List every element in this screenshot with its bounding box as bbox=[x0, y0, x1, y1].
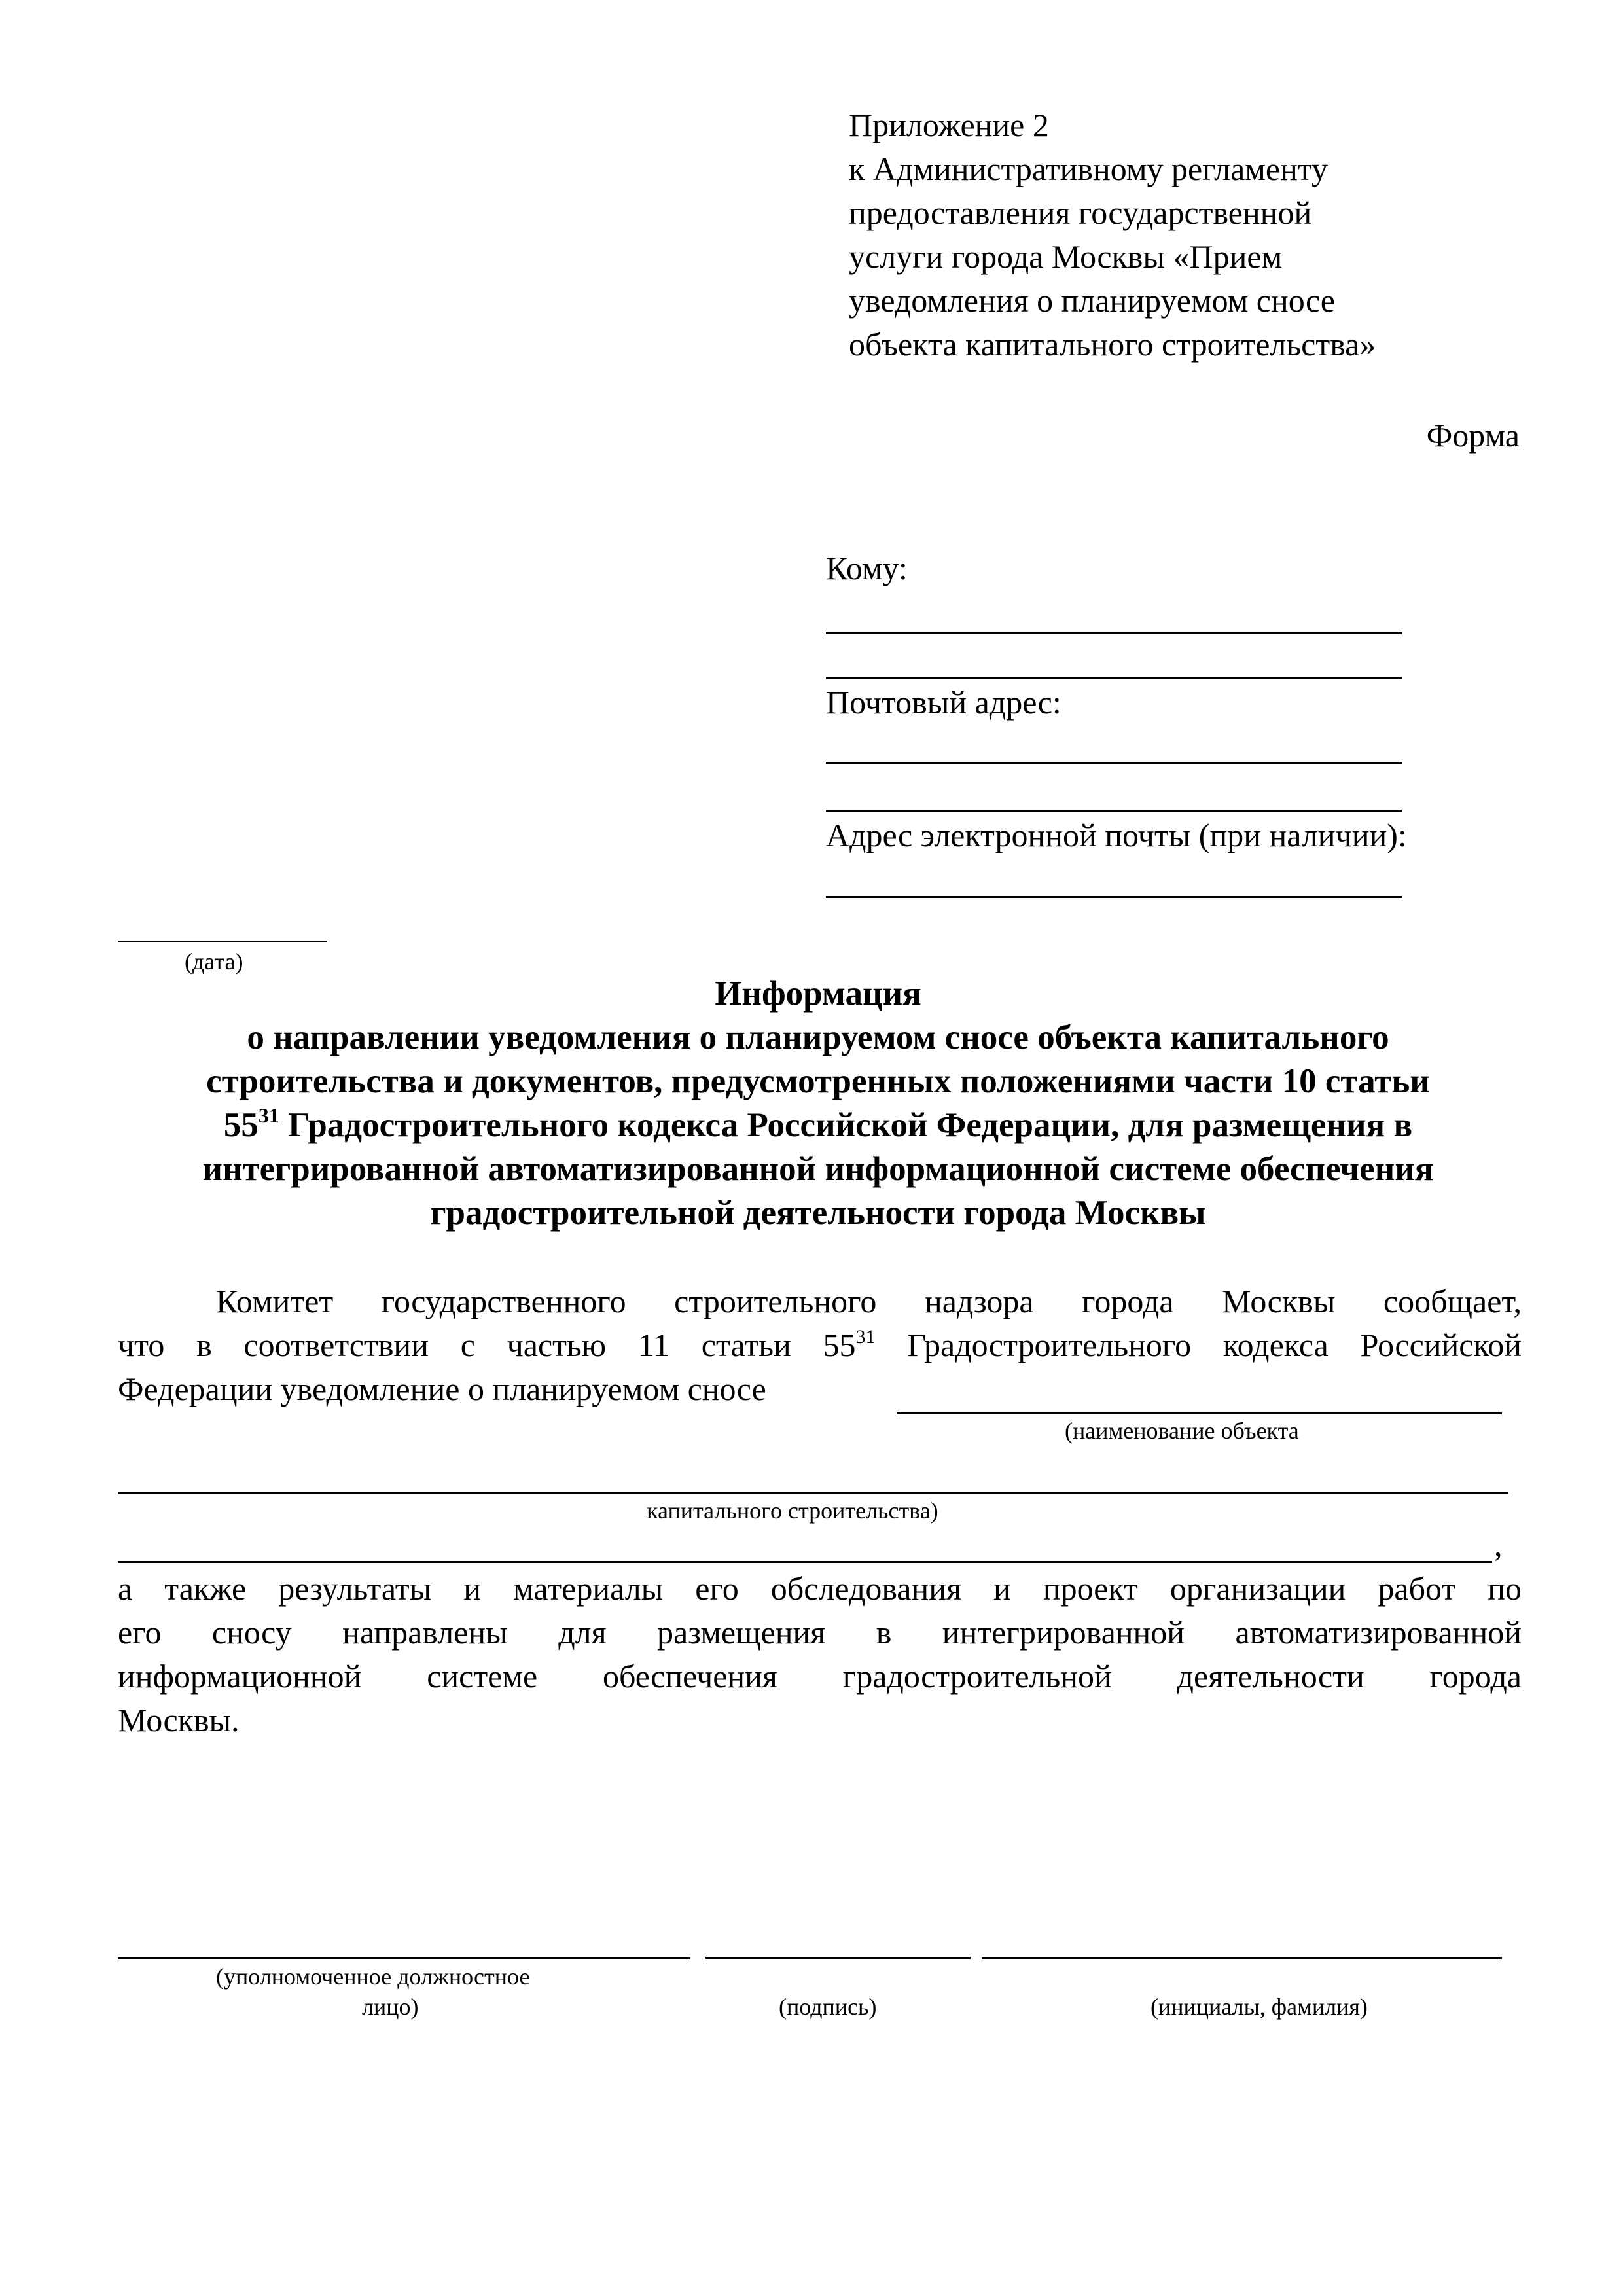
object-name-line-2[interactable] bbox=[118, 1492, 1508, 1494]
appendix-line: Приложение 2 bbox=[849, 107, 1049, 143]
object-name-caption-2: капитального строительства) bbox=[647, 1498, 938, 1524]
body-paragraph bbox=[118, 1567, 1522, 1742]
initials-surname-line[interactable] bbox=[982, 1957, 1502, 1959]
postal-address-label: Почтовый адрес: bbox=[826, 684, 1061, 721]
recipient-to-label: Кому: bbox=[826, 550, 908, 586]
date-line[interactable] bbox=[118, 941, 327, 942]
title-article-number: 55 bbox=[223, 1106, 259, 1144]
signature-caption: (подпись) bbox=[779, 1994, 877, 2020]
postal-address-line-1[interactable] bbox=[826, 762, 1402, 764]
official-position-line[interactable] bbox=[118, 1957, 690, 1959]
appendix-line: предоставления государственной bbox=[849, 194, 1312, 231]
body-line-2 bbox=[118, 1323, 1522, 1367]
body-line-2-rest: Градостроительного кодекса Российской bbox=[875, 1327, 1522, 1363]
official-position-caption-2: лицо) bbox=[362, 1994, 419, 2020]
paragraph-line: Москвы. bbox=[118, 1702, 240, 1738]
title-heading: Информация bbox=[715, 975, 921, 1013]
email-label: Адрес электронной почты (при наличии): bbox=[826, 817, 1407, 853]
body-line-1: Комитет государственного строительного надзора города Москвы сообщает, bbox=[216, 1283, 1522, 1319]
object-name-line-3[interactable] bbox=[118, 1561, 1492, 1563]
appendix-header bbox=[849, 103, 1601, 367]
appendix-line: уведомления о планируемом сносе bbox=[849, 282, 1335, 319]
date-caption: (дата) bbox=[185, 948, 243, 975]
paragraph-line: информационной системе обеспечения градостроительной деятельности города bbox=[118, 1658, 1522, 1695]
signature-line[interactable] bbox=[705, 1957, 971, 1959]
body-article-superscript: 31 bbox=[855, 1326, 876, 1348]
paragraph-line: а также результаты и материалы его обследования и проект организации работ по bbox=[118, 1570, 1522, 1607]
object-name-caption: (наименование объекта bbox=[1065, 1418, 1299, 1444]
title-line: интегрированной автоматизированной информационной системе обеспечения bbox=[202, 1150, 1434, 1188]
appendix-line: объекта капитального строительства» bbox=[849, 326, 1376, 363]
paragraph-line: его сносу направлены для размещения в интегрированной автоматизированной bbox=[118, 1614, 1522, 1651]
recipient-to-line-1[interactable] bbox=[826, 632, 1402, 634]
object-name-comma: , bbox=[1494, 1526, 1503, 1563]
title-line: строительства и документов, предусмотренных положениями части 10 статьи bbox=[206, 1062, 1430, 1100]
form-label: Форма bbox=[1426, 417, 1520, 454]
body-article-ref: что в соответствии с частью 11 статьи 55 bbox=[118, 1327, 856, 1363]
title-article-superscript: 31 bbox=[258, 1104, 279, 1128]
object-name-line-1[interactable] bbox=[897, 1412, 1502, 1414]
body-line-3: Федерации уведомление о планируемом сносе bbox=[118, 1371, 766, 1407]
official-position-caption-1: (уполномоченное должностное bbox=[216, 1964, 530, 1990]
initials-surname-caption: (инициалы, фамилия) bbox=[1150, 1994, 1368, 2020]
appendix-line: к Административному регламенту bbox=[849, 151, 1329, 187]
recipient-to-line-2[interactable] bbox=[826, 677, 1402, 679]
title-line-rest: Градостроительного кодекса Российской Федерации, для размещения в bbox=[279, 1106, 1413, 1144]
postal-address-line-2[interactable] bbox=[826, 810, 1402, 812]
document-title bbox=[131, 972, 1505, 1235]
appendix-line: услуги города Москвы «Прием bbox=[849, 238, 1283, 275]
title-line: о направлении уведомления о планируемом сносе объекта капитального bbox=[247, 1018, 1389, 1056]
title-line: градостроительной деятельности города Москвы bbox=[430, 1194, 1206, 1232]
email-line[interactable] bbox=[826, 896, 1402, 898]
title-line bbox=[131, 1103, 1505, 1147]
